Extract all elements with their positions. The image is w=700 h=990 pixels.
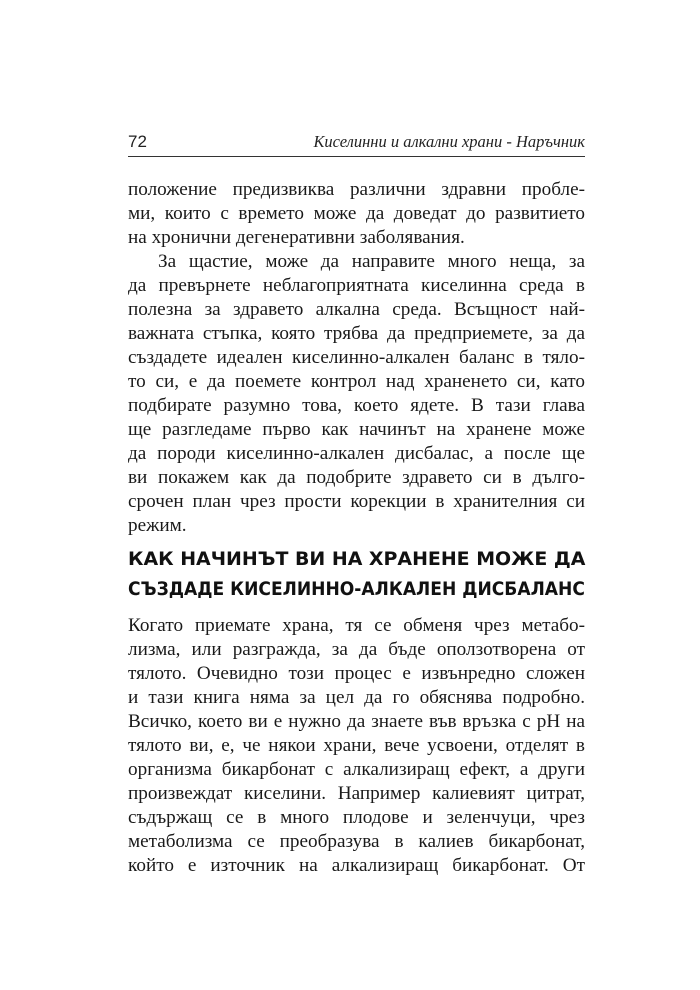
text-line: лизма, или разгражда, за да бъде оползотворена от [128, 639, 585, 660]
text-line: тялото. Очевидно този процес е извънредно сложен [128, 663, 585, 684]
text-line: ви покажем как да подобрите здравето си в дълго- [128, 467, 585, 488]
text-line: метаболизма се преобразува в калиев бикарбонат, [128, 831, 585, 852]
text-line: да превърнете неблагоприятната киселинна среда в [128, 275, 585, 296]
running-header [128, 130, 585, 157]
text-line: положение предизвиква различни здравни пробле- [128, 179, 585, 200]
running-title: Киселинни и алкални храни - Наръчник [313, 132, 585, 151]
text-line: Когато приемате храна, тя се обменя чрез метабо- [128, 615, 585, 636]
text-line: създадете идеален киселинно-алкален баланс в тяло- [128, 347, 585, 368]
text-line: съдържащ се в много плодове и зеленчуци, чрез [128, 807, 585, 828]
text-line: подбирате разумно това, което ядете. В тази глава [128, 395, 585, 416]
text-line: организма бикарбонат с алкализиращ ефект, а други [128, 759, 585, 780]
section-heading: КАК НАЧИНЪТ ВИ НА ХРАНЕНЕ МОЖЕ ДА [128, 549, 586, 570]
text-line: произвеждат киселини. Например калиевият цитрат, [128, 783, 585, 804]
page-number: 72 [128, 132, 147, 151]
text-line: на хронични дегенеративни заболявания. [128, 227, 465, 248]
text-line: тялото ви, е, че някои храни, вече усвоени, отделят в [128, 735, 585, 756]
text-line: срочен план чрез прости корекции в хранителния си [128, 491, 585, 512]
text-line: то си, е да поемете контрол над храненето си, като [128, 371, 585, 392]
text-line: важната стъпка, която трябва да предприемете, за да [128, 323, 585, 344]
text-line: и тази книга няма за цел да го обяснява подробно. [128, 687, 585, 708]
text-line: За щастие, може да направите много неща, за [158, 251, 585, 272]
section-heading: СЪЗДАДЕ КИСЕЛИННО-АЛКАЛЕН ДИСБАЛАНС [128, 579, 585, 600]
text-line: ми, които с времето може да доведат до развитието [128, 203, 585, 224]
text-line: ще разгледаме първо как начинът на хранене може [128, 419, 585, 440]
text-line: който е източник на алкализиращ бикарбонат. От [128, 855, 585, 876]
text-line: полезна за здравето алкална среда. Всъщност най- [128, 299, 585, 320]
text-line: режим. [128, 515, 187, 536]
text-line: да породи киселинно-алкален дисбалас, а после ще [128, 443, 585, 464]
text-line: Всичко, което ви е нужно да знаете във връзка с pH на [128, 711, 585, 732]
